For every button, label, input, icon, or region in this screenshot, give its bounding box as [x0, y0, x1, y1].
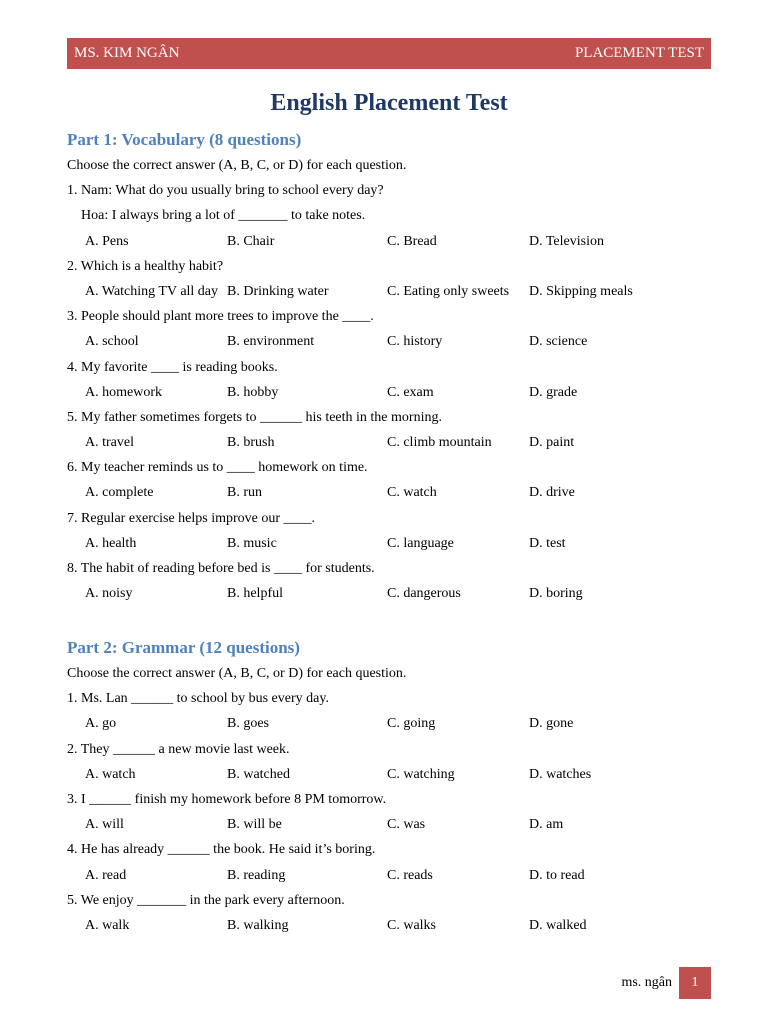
option-a: A. go: [85, 716, 117, 732]
options-row: [67, 480, 711, 505]
question-text: 5. We enjoy _______ in the park every afternoon.: [67, 892, 345, 908]
page-number: 1: [691, 975, 699, 990]
option-d: D. Television: [529, 233, 604, 249]
options-row: [67, 380, 711, 405]
option-d: D. am: [529, 817, 564, 833]
options-row: [67, 229, 711, 254]
options-row: [67, 279, 711, 304]
options-row: [67, 762, 711, 787]
option-b: B. reading: [227, 867, 286, 883]
option-c: C. Eating only sweets: [387, 283, 510, 299]
question: [67, 254, 711, 304]
option-c: C. history: [387, 334, 443, 350]
part1-section: [67, 127, 711, 606]
option-b: B. will be: [227, 817, 282, 833]
option-d: D. boring: [529, 586, 583, 602]
option-b: B. walking: [227, 917, 289, 933]
options-row: [67, 531, 711, 556]
page-header: [67, 38, 711, 69]
option-c: C. was: [387, 817, 426, 833]
option-c: C. Bread: [387, 233, 437, 249]
option-b: B. helpful: [227, 586, 283, 602]
question-text: 3. I ______ finish my homework before 8 PM tomorrow.: [67, 791, 387, 807]
option-a: A. watch: [85, 766, 136, 782]
option-b: B. hobby: [227, 384, 279, 400]
option-b: B. brush: [227, 435, 275, 451]
option-a: A. noisy: [85, 586, 133, 602]
option-d: D. gone: [529, 716, 574, 732]
options-row: [67, 812, 711, 837]
question-text: 4. My favorite ____ is reading books.: [67, 359, 278, 375]
option-a: A. health: [85, 535, 137, 551]
options-row: [67, 329, 711, 354]
option-b: B. watched: [227, 766, 290, 782]
options-row: [67, 430, 711, 455]
options-row: [67, 581, 711, 606]
option-d: D. Skipping meals: [529, 283, 633, 299]
part2-heading: Part 2: Grammar (12 questions): [67, 638, 300, 657]
question: [67, 686, 711, 736]
question-text: 3. People should plant more trees to improve the ____.: [67, 309, 374, 325]
question-text: 7. Regular exercise helps improve our ____.: [67, 510, 316, 526]
options-row: [67, 711, 711, 736]
part1-instruction: Choose the correct answer (A, B, C, or D) for each question.: [67, 158, 407, 173]
option-c: C. reads: [387, 867, 433, 883]
question-text: Hoa: I always bring a lot of _______ to take notes.: [81, 208, 366, 224]
option-a: A. Pens: [85, 233, 129, 249]
question: [67, 304, 711, 354]
question: [67, 355, 711, 405]
option-d: D. science: [529, 334, 588, 350]
option-a: A. walk: [85, 917, 130, 933]
option-b: B. environment: [227, 334, 315, 350]
option-a: A. will: [85, 817, 124, 833]
option-a: A. complete: [85, 485, 154, 501]
question: [67, 888, 711, 938]
question-text: 6. My teacher reminds us to ____ homework on time.: [67, 460, 368, 476]
question: [67, 787, 711, 837]
option-c: C. language: [387, 535, 454, 551]
document-title: English Placement Test: [270, 90, 508, 116]
part1-heading: Part 1: Vocabulary (8 questions): [67, 130, 302, 149]
option-c: C. dangerous: [387, 586, 461, 602]
option-d: D. paint: [529, 435, 575, 451]
options-row: [67, 863, 711, 888]
question: [67, 455, 711, 505]
option-d: D. watches: [529, 766, 592, 782]
option-a: A. read: [85, 867, 127, 883]
footer-author: ms. ngân: [621, 975, 672, 990]
question-text: 8. The habit of reading before bed is ____ for students.: [67, 561, 375, 576]
option-d: D. grade: [529, 384, 578, 400]
option-c: C. exam: [387, 384, 434, 400]
question: [67, 405, 711, 455]
option-c: C. going: [387, 716, 436, 732]
question: [67, 506, 711, 556]
question-text: 2. They ______ a new movie last week.: [67, 741, 290, 757]
part2-section: [67, 635, 711, 938]
question: [67, 737, 711, 787]
part2-instruction: Choose the correct answer (A, B, C, or D) for each question.: [67, 666, 407, 681]
option-a: A. homework: [85, 384, 162, 400]
question-text: 5. My father sometimes forgets to ______ his teeth in the morning.: [67, 409, 442, 425]
question-text: 4. He has already ______ the book. He said it’s boring.: [67, 842, 376, 858]
question: [67, 178, 711, 254]
option-b: B. Drinking water: [227, 283, 329, 299]
question-text: 2. Which is a healthy habit?: [67, 258, 224, 274]
option-a: A. Watching TV all day: [85, 283, 219, 299]
option-b: B. music: [227, 535, 277, 551]
question-text: 1. Nam: What do you usually bring to school every day?: [67, 183, 384, 199]
option-c: C. climb mountain: [387, 435, 492, 451]
option-c: C. walks: [387, 917, 436, 933]
page-number-badge: [679, 967, 711, 999]
question-text: 1. Ms. Lan ______ to school by bus every day.: [67, 691, 329, 707]
option-d: D. drive: [529, 485, 575, 501]
option-a: A. travel: [85, 435, 134, 451]
option-c: C. watching: [387, 766, 455, 782]
option-b: B. goes: [227, 716, 269, 732]
question: [67, 556, 711, 606]
option-d: D. walked: [529, 917, 587, 933]
header-author: MS. KIM NGÂN: [74, 45, 180, 61]
option-d: D. to read: [529, 867, 585, 883]
option-d: D. test: [529, 535, 566, 551]
options-row: [67, 913, 711, 938]
header-doc-type: PLACEMENT TEST: [574, 45, 704, 61]
option-b: B. run: [227, 485, 262, 501]
option-a: A. school: [85, 334, 139, 350]
question: [67, 837, 711, 887]
option-b: B. Chair: [227, 233, 275, 249]
option-c: C. watch: [387, 485, 437, 501]
